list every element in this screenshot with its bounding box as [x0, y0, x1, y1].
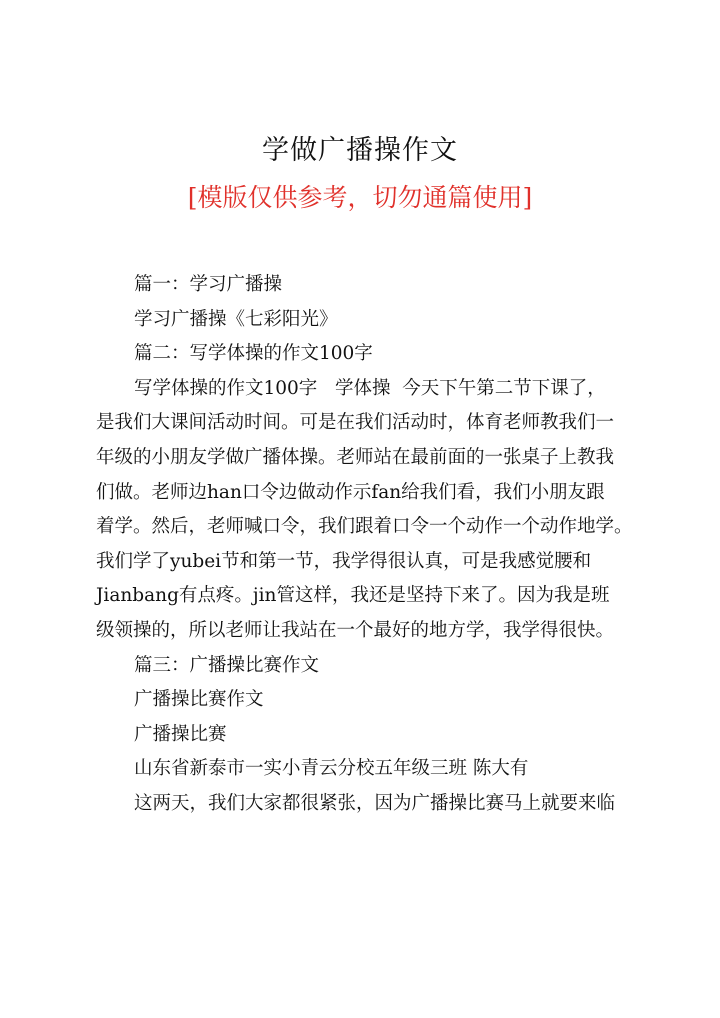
- essay-line: 写学体操的作文100字 学体操 今天下午第二节下课了，: [134, 377, 606, 399]
- text-line: 篇二：写学体操的作文100字: [134, 343, 373, 365]
- essay-line: 着学。然后，老师喊口令，我们跟着口令一个动作一个动作地学。: [96, 516, 633, 538]
- text-line: 广播操比赛: [134, 723, 227, 745]
- text-line: 篇三：广播操比赛作文: [134, 654, 320, 676]
- document-body: [96, 268, 636, 822]
- text-line: 学习广播操《七彩阳光》: [134, 308, 338, 330]
- essay-line: 们做。老师边han口令边做动作示fan给我们看，我们小朋友跟: [96, 481, 605, 503]
- text-line: 篇一：学习广播操: [134, 274, 283, 295]
- text-line: 这两天，我们大家都很紧张，因为广播操比赛马上就要来临: [134, 792, 616, 814]
- essay-line: Jianbang有点疼。jin管这样，我还是坚持下来了。因为我是班: [96, 585, 610, 607]
- document-title: 学做广播操作文: [262, 135, 458, 166]
- essay-line: 年级的小朋友学做广播体操。老师站在最前面的一张桌子上教我: [96, 446, 615, 468]
- essay-line: 级领操的，所以老师让我站在一个最好的地方学，我学得很快。: [96, 619, 615, 641]
- template-notice: [模版仅供参考，切勿通篇使用]: [187, 183, 533, 212]
- essay-line: 是我们大课间活动时间。可是在我们活动时，体育老师教我们一: [96, 412, 615, 434]
- text-line: 山东省新泰市一实小青云分校五年级三班 陈大有: [134, 758, 529, 780]
- text-line: 广播操比赛作文: [134, 689, 264, 711]
- essay-line: 我们学了yubei节和第一节，我学得很认真，可是我感觉腰和: [96, 550, 592, 572]
